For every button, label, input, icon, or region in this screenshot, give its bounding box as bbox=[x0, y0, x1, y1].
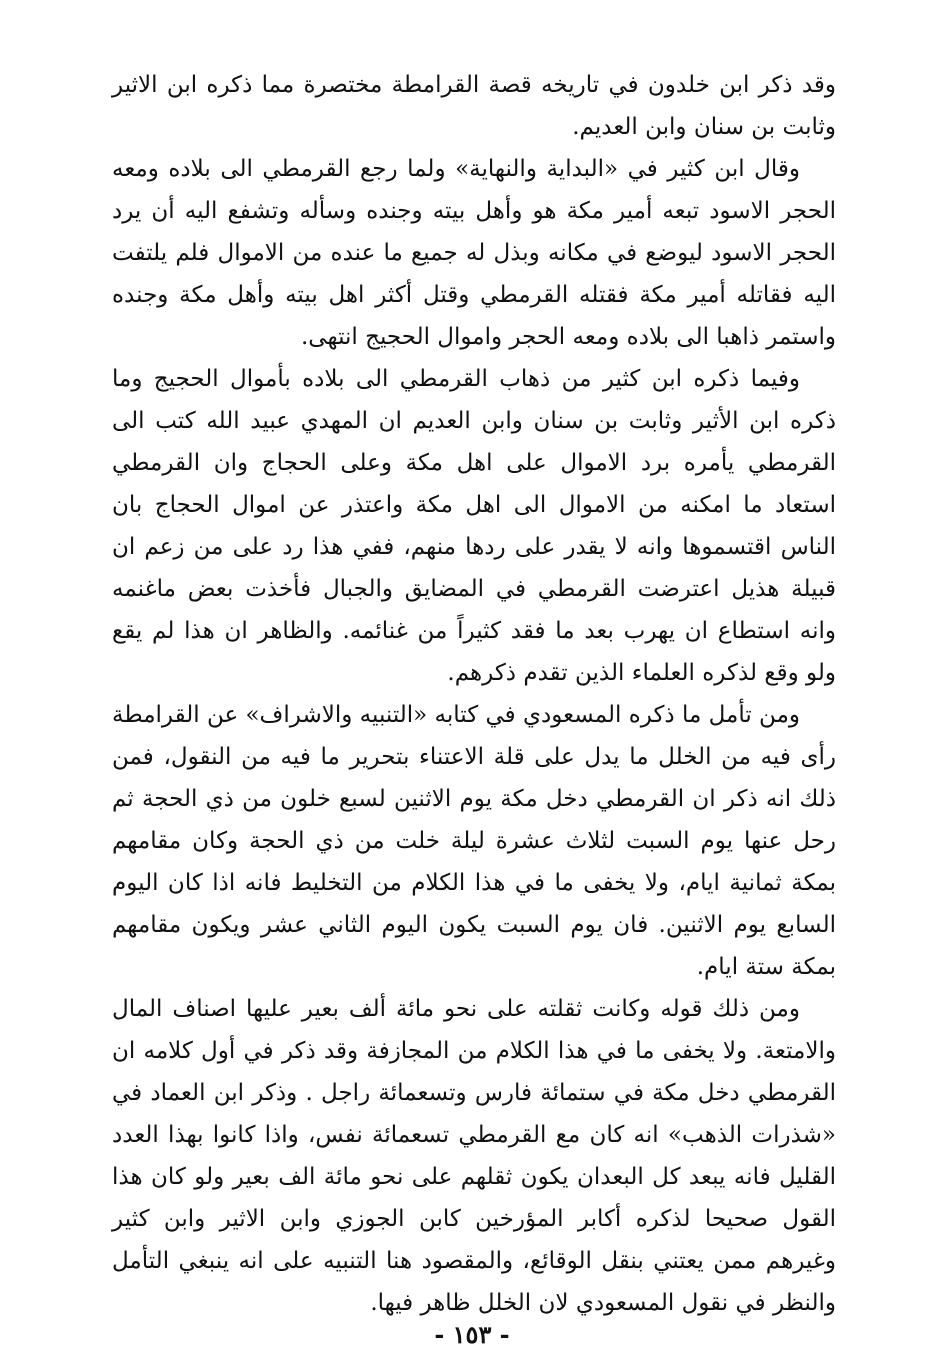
paragraph-ibn-kathir-quote: وقال ابن كثير في «البداية والنهاية» ولما رجع القرمطي الى بلاده ومعه الحجر الاسود تبعه أمير مكة هو وأهل بيته وجنده وسأله وتشفع اليه أن يرد الحجر الاسود ليوضع في مكانه وبذل له جميع ما عنده من الاموال فلم يلتفت اليه فقاتله أمير مكة فقتله القرمطي وقتل أكثر اهل بيته وأهل مكة وجنده واستمر ذاهبا الى بلاده ومعه الحجر واموال الحجيج انتهى. bbox=[112, 156, 836, 350]
page-number: - ١٥٣ - bbox=[434, 1320, 510, 1349]
paragraph-hundred-thousand-camels: ومن ذلك قوله وكانت ثقلته على نحو مائة ألف بعير عليها اصناف المال والامتعة. ولا يخفى ما في هذا الكلام من المجازفة وقد ذكر في أول كلامه ان القرمطي دخل مكة في ستمائة فارس وتسعمائة راجل . وذكر ابن العماد في «شذرات الذهب» انه كان مع القرمطي تسعمائة نفس، واذا كانوا بهذا العدد القليل فانه يبعد كل البعدان يكون ثقلهم على نحو مائة الف بعير ولو كان هذا القول صحيحا لذكره أكابر المؤرخين كابن الجوزي وابن الاثير وابن كثير وغيرهم ممن يعتني بنقل الوقائع، والمقصود هنا التنبيه على انه ينبغي التأمل والنظر في نقول المسعودي لان الخلل ظاهر فيها. bbox=[112, 996, 836, 1316]
body-text bbox=[112, 64, 836, 1324]
paragraph-ibn-khaldun: وقد ذكر ابن خلدون في تاريخه قصة القرامطة مختصرة مما ذكره ابن الاثير وثابت بن سنان وابن العديم. bbox=[112, 72, 836, 140]
paragraph-masudi-errors: ومن تأمل ما ذكره المسعودي في كتابه «التنبيه والاشراف» عن القرامطة رأى فيه من الخلل ما يدل على قلة الاعتناء بتحرير ما فيه من النقول، فمن ذلك انه ذكر ان القرمطي دخل مكة يوم الاثنين لسبع خلون من ذي الحجة ثم رحل عنها يوم السبت لثلاث عشرة ليلة خلت من ذي الحجة وكان مقامهم بمكة ثمانية ايام، ولا يخفى ما في هذا الكلام من التخليط فانه اذا كان اليوم السابع يوم الاثنين. فان يوم السبت يكون اليوم الثاني عشر ويكون مقامهم بمكة ستة ايام. bbox=[112, 702, 836, 980]
paragraph-hajj-wealth: وفيما ذكره ابن كثير من ذهاب القرمطي الى بلاده بأموال الحجيج وما ذكره ابن الأثير وثابت بن سنان وابن العديم ان المهدي عبيد الله كتب الى القرمطي يأمره برد الاموال على اهل مكة وعلى الحجاج وان القرمطي استعاد ما امكنه من الاموال الى اهل مكة واعتذر عن اموال الحجاج بان الناس اقتسموها وانه لا يقدر على ردها منهم، ففي هذا رد على من زعم ان قبيلة هذيل اعترضت القرمطي في المضايق والجبال فأخذت بعض ماغنمه وانه استطاع ان يهرب بعد ما فقد كثيراً من غنائمه. والظاهر ان هذا لم يقع ولو وقع لذكره العلماء الذين تقدم ذكرهم. bbox=[112, 366, 836, 686]
